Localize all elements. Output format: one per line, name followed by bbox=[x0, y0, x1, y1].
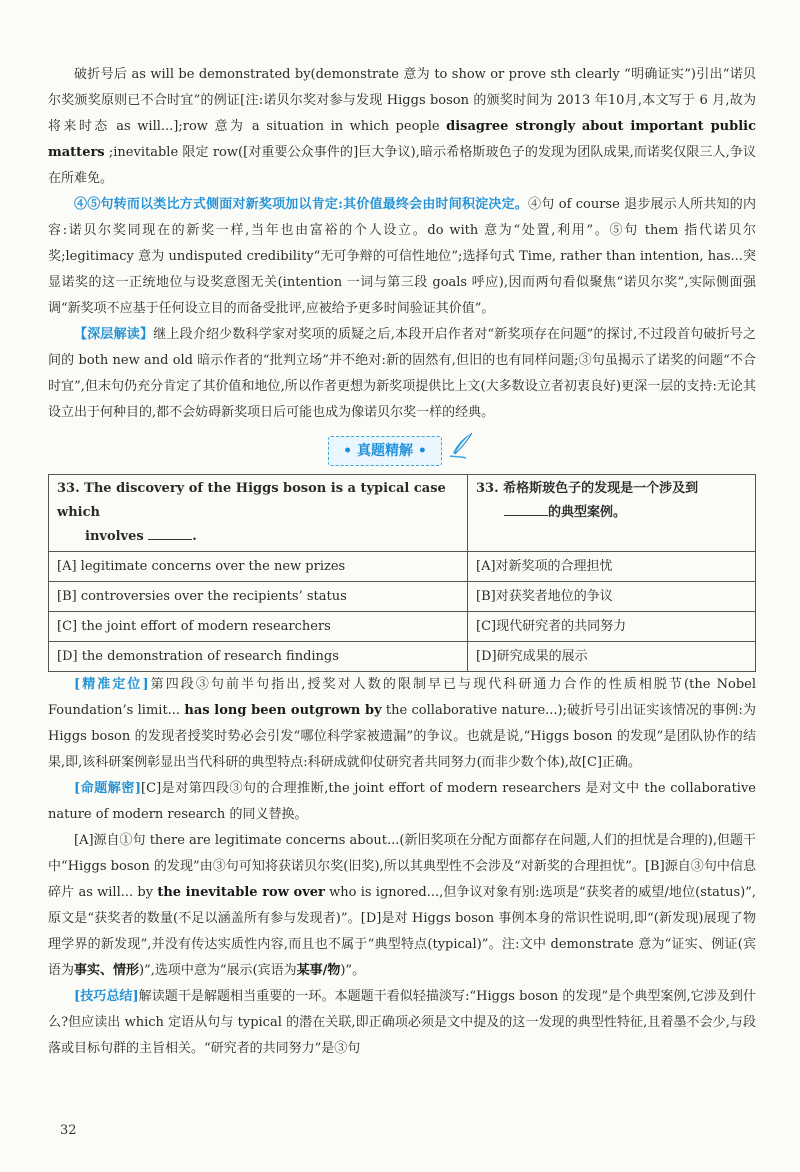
bold-phrase: disagree strongly bbox=[446, 119, 576, 134]
table-row bbox=[49, 475, 756, 552]
option-zh: [D]研究成果的展示 bbox=[468, 642, 756, 672]
paragraph-distractors: [A]源自①句 there are legitimate concerns about...(新旧奖项在分配方面都存在问题,人们的担忧是合理的),但题干中“Higgs boson 的发现”由③句可知将获诺贝尔奖(旧奖),所以其典型性不会涉及“对新奖的合理担忧”。[B]源自③句中信息碎片 as will... by the inevitable row over who is ignored...,但争议对象有别:选项是“获奖者的威望/地位(status)”,原文是“获奖者的数量(不足以涵盖所有参与发现者)”。[D]是对 Higgs boson 事例本身的常识性说明,即“(新发现)展现了物理学界的新发现”,并没有传达实质性内容,而且也不属于“典型特点(typical)”。注:文中 demonstrate 意为“证实、例证(宾语为事实、情形)”,选项中意为“展示(宾语为某事/物)”。 bbox=[48, 833, 756, 978]
question-stem-en: 33. The discovery of the Higgs boson is a typical case which involves . bbox=[49, 475, 468, 552]
content-column bbox=[48, 62, 756, 1062]
precise-location-tag: [精准定位] bbox=[74, 677, 149, 692]
question-table bbox=[48, 474, 756, 672]
option-en: [A] legitimate concerns over the new prizes bbox=[49, 552, 468, 582]
section-banner bbox=[48, 434, 756, 468]
highlight-summary: ④⑤句转而以类比方式侧面对新奖项加以肯定:其价值最终会由时间积淀决定。 bbox=[74, 197, 528, 212]
technique-tag: [技巧总结] bbox=[74, 989, 139, 1004]
option-en: [C] the joint effort of modern researchers bbox=[49, 612, 468, 642]
option-zh: [B]对获奖者地位的争议 bbox=[468, 582, 756, 612]
page-number: 32 bbox=[60, 1123, 77, 1138]
answer-blank bbox=[148, 525, 192, 540]
answer-blank bbox=[504, 501, 548, 516]
table-row bbox=[49, 582, 756, 612]
option-zh: [A]对新奖项的合理担忧 bbox=[468, 552, 756, 582]
paragraph-analysis-2: ④⑤句转而以类比方式侧面对新奖项加以肯定:其价值最终会由时间积淀决定。④句 of course 退步展示人所共知的内容:诺贝尔奖同现在的新奖一样,当年也由富裕的个人设立。do with 意为“处置,利用”。⑤句 them 指代诺贝尔奖;legitimacy 意为 undisputed credibility“无可争辩的可信性地位”;选择句式 Time, rather than intention, has...突显诺奖的这一正统地位与设奖意图无关(intention 一词与第三段 goals 呼应),因而两句看似聚焦“诺贝尔奖”,实际侧面强调“新奖项不应基于任何设立目的而备受批评,应被给予更多时间验证其价值”。 bbox=[48, 197, 756, 316]
bold-phrase: about important public matters bbox=[48, 119, 756, 160]
option-en: [B] controversies over the recipients’ status bbox=[49, 582, 468, 612]
paragraph-deep-reading: 【深层解读】继上段介绍少数科学家对奖项的质疑之后,本段开启作者对“新奖项存在问题”的探讨,不过段首句破折号之间的 both new and old 暗示作者的“批判立场”并不绝对:新的固然有,但旧的也有同样问题;③句虽揭示了诺奖的问题“不合时宜”,但末句仍充分肯定了其价值和地位,所以作者更想为新奖项提供比上文(大多数设立者初衷良好)更深一层的支持:无论其设立出于何种目的,都不会妨碍新奖项日后可能也成为像诺贝尔奖一样的经典。 bbox=[48, 327, 756, 420]
banner-title: • 真题精解 • bbox=[328, 436, 442, 466]
decoding-tag: [命题解密] bbox=[74, 781, 142, 796]
paragraph-analysis-1: 破折号后 as will be demonstrated by(demonstrate 意为 to show or prove sth clearly “明确证实”)引出“诺贝尔奖颁奖原则已不合时宜”的例证[注:诺贝尔奖对参与发现 Higgs boson 的颁奖时间为 2013 年10月,本文写于 6 月,故为将来时态 as will...];row 意为 a situation in which people disagree strongly about important public matters ;inevitable 限定 row([对重要公众事件的]巨大争议),暗示希格斯玻色子的发现为团队成果,而诺奖仅限三人,争议在所难免。 bbox=[48, 67, 757, 186]
deep-reading-tag: 【深层解读】 bbox=[74, 327, 154, 342]
option-en: [D] the demonstration of research findings bbox=[49, 642, 468, 672]
paragraph-technique-summary: [技巧总结]解读题干是解题相当重要的一环。本题题干看似轻描淡写:“Higgs boson 的发现”是个典型案例,它涉及到什么?但应读出 which 定语从句与 typical 的潜在关联,即正确项必须是文中提及的这一发现的典型性特征,且着墨不会少,与段落或目标句群的主旨相关。“研究者的共同努力”是③句 bbox=[48, 989, 756, 1056]
table-row bbox=[49, 552, 756, 582]
table-row bbox=[49, 642, 756, 672]
table-row bbox=[49, 612, 756, 642]
paragraph-decoding: [命题解密][C]是对第四段③句的合理推断,the joint effort of modern researchers 是对文中 the collaborative nature of modern research 的同义替换。 bbox=[48, 781, 756, 822]
question-stem-zh: 33. 希格斯玻色子的发现是一个涉及到 的典型案例。 bbox=[468, 475, 756, 552]
paragraph-precise-location: [精准定位]第四段③句前半句指出,授奖对人数的限制早已与现代科研通力合作的性质相脱节(the Nobel Foundation’s limit... has long been outgrown by the collaborative nature...);破折号引出证实该情况的事例:为 Higgs boson 的发现者授奖时势必会引发“哪位科学家被遗漏”的争议。也就是说,“Higgs boson 的发现”是团队协作的结果,即,该科研案例彰显出当代科研的典型特点:科研成就仰仗研究者共同努力(而非少数个体),故[C]正确。 bbox=[48, 677, 756, 770]
option-zh: [C]现代研究者的共同努力 bbox=[468, 612, 756, 642]
quill-pen-icon bbox=[446, 431, 476, 471]
